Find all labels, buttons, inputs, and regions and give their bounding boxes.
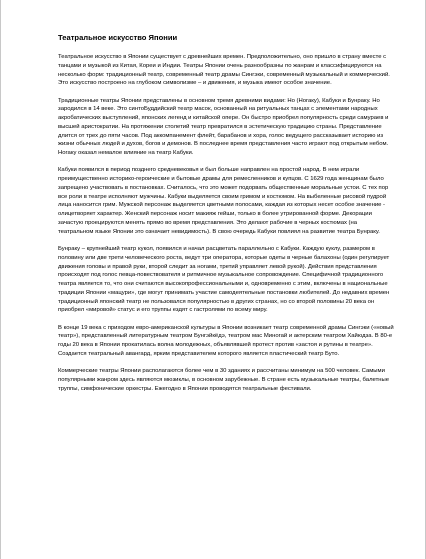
paragraph-modern-drama: В конце 19 века с приходом евро-американской культуры в Японии возникает театр современной драмы Сингэки («новый театр»), представленный литературным театром Бунгэйкёдэ, театром мас Миногай и актерским театром Хайюдза. В 80-е годы 20 века в Японии прокатилась волна молодежных, объявлявшей протест против «застоя и рутины в театре». Создается театральный авангард, ярким представителем которого является пластический театр Буто. [58,324,394,357]
paragraph-commercial-theatres: Коммерческие театры Японии располагаются более чем в 30 зданиях и рассчитаны минимум на 500 человек. Самыми популярными жанром здесь являются мюзиклы, в основном зарубежные. В стране есть музыкальные театры, балетные труппы, симфонические оркестры. Ежегодно в Японии проводятся театральные фестивали. [58,368,390,392]
paragraph-intro: Театральное искусство в Японии существует с древнейших времен. Предположительно, оно пришло в страну вместе с танцами и музыкой из Китая, Кореи и Индии. Театры Японии очень разнообразны по жанрам и классифицируются на несколько форм: традиционный театр, современный театр драмы Сингэки, современный музыкальный и коммерческий. Это искусство построено на глубоком символизме – и движения, и музыка имеют особое значение. [58,54,390,87]
paragraph-traditional-theatres: Традиционные театры Японии представлены в основном тремя древними видами: Но (Ногаку), Кабуки и Бунраку. Но зародился в 14 веке. Это синтоБуддийский театр масок, основанный на ритуальных танцах с элементами народных акробатических выступлений, японских легенд и китайской опере. Он быстро приобрел популярность среди самураев и высшей аристократии. На протяжении столетий театр превратился в эстетическую традицию страны. Представление длится от трех до пяти часов. Под аккомпанемент флейт, барабанов и хора, голос ведущего рассказывает историю из жизни обычных людей и духов, богов и демонов. В последнее время представления часто играют под открытым небом. Ногаку оказал немалое влияние на театр Кабуки. [58,97,389,157]
document-body [58,33,394,402]
document-title: Театральное искусство Японии [58,33,178,42]
paragraph-bunraku: Бунраку – крупнейший театр кукол, появился и начал расцветать параллельно с Кабуки. Каждую куклу, размером в половину или две трети человеческого роста, ведут три оператора, которые одеты в черные балахоны (один регулирует движения головы и правой руки, второй следит за ногами, третий управляет левой рукой). Действия представления происходят под голос певца-повествователя и ритмичное музыкальное сопровождение. Специфичной традиционного театра является то, что они считаются высокопрофессиональными и, одновременно с этим, включены в национальные традиции Японии «мацури», где могут принимать участие самодеятельные постановки любителей. До недавних времен традиционный японский театр не пользовался популярностью в других странах, но со второй половины 20 века он приобрел «мировой» статус и его труппы ездят с гастролями по всему миру. [58,246,390,314]
paragraph-kabuki: Кабуки появился в период позднего средневековья и был больше направлен на простой народ. В нем играли преимущественно историко-героические и бытовые драмы для ремесленников и купцов. С 1629 года женщинам было запрещено участвовать в постановках. Считалось, что это может подорвать общественные моральные устои. С тех пор все роли в театре исполняют мужчины. Кабуки выделяется своим гримом и костюмом. На выбеленные рисовой пудрой лица наносится грим. Мужской персонаж выделяется цветными полосами, каждая из которых несет особое значение - олицетворяет характер. Женский персонаж носит макияж гейши, только в более утрированной форме. Декорации зачастую проецируются менять прямо во время представления. Это делают рабочие в черных костюмах (на театральном языке Японии это означает невидимость). В свою очередь Кабуки повлиял на развитие театра Бунраку. [58,167,389,235]
